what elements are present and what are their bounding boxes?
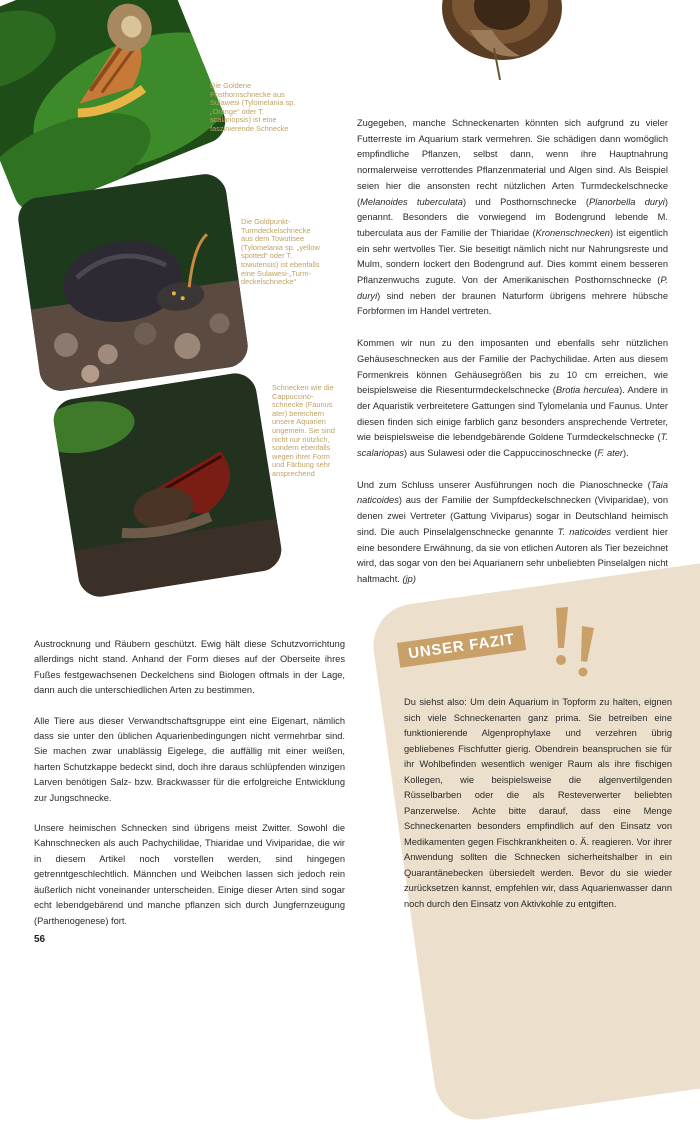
italic-term: P. duryi (357, 275, 668, 301)
page-number: 56 (34, 934, 46, 945)
fazit-body: Du siehst also: Um dein Aquarium in Topform zu halten, eignen sich viele Schneckenarten ganz prima. Sie betreiben eine funktionierende Algenprophylaxe und verzehren übrig gebliebenes Fischfutter gierig. Obendrein beanspruchen sie für ihr Wohlbefinden wesentlich weniger Raum als ihre fischigen Kollegen, wie beispielsweise die algenvertilgenden Rüsselbarben oder die als Resteverwerter beliebten Panzerwelse. Achte bitte darauf, dass eine Menge Schneckenarten besonders empfindlich auf den Einsatz von Medikamenten gegen Fischkrankheiten o. Ä. reagieren. Vor ihrer Anwendung sollten die Schnecken sicherheitshalber in ein Quarantänebecken übersiedelt werden. Bevor du sie wieder zurücksetzen kannst, empfehlen wir, dass Aquarienwasser dann noch durch den Einsatz von Aktivkohle zu entgiften. (404, 697, 672, 909)
exclamation-icon (548, 604, 608, 679)
italic-term: (jp) (402, 573, 416, 584)
italic-term: Kronenschnecken (535, 227, 610, 238)
italic-term: T. scalariopas (357, 432, 668, 459)
right-paragraph: Zugegeben, manche Schneckenarten könnten sich aufgrund zu vieler Futterreste im Aquarium stark vermehren. Sie schädigen dann womöglich empfindliche Pflanzen, selbst dann, wenn ihre Hauptnahrung normalerweise verrottendes Pflanzenmaterial und Algen sind. Als Beispiel seien hier die ansonsten recht nützlichen Arten Turmdeckelschnecke (Melanoides tuberculata) und Posthornschnecke (Planorbella duryi) genannt. Besonders die vorwiegend im Bodengrund lebende M. tuberculata aus der Familie der Thiaridae (Kronenschnecken) ist eigentlich ein sehr wertvolles Tier. Sie beseitigt nämlich nicht nur Nahrungsreste und Mulm, sondern lockert den Bodengrund auf. Dies kommt einem besseren Pflanzenwuchs zugute. Von der Amerikanischen Posthornschnecke (P. duryi) sind neben der braunen Naturform übrigens mehrere hübsche Forbformen im Handel vertreten. (357, 118, 668, 317)
article-left-column (34, 637, 345, 944)
italic-term: Planorbella duryi (588, 196, 665, 207)
italic-term: Brotia herculea (555, 385, 620, 396)
italic-term: Taia naticoides (357, 479, 668, 506)
article-right-column (357, 116, 668, 604)
italic-term: F. ater (597, 448, 623, 459)
fazit-title: UNSER FAZIT (397, 625, 526, 667)
caption-cappuccino-snail: Schnecken wie die Cappuccino-schnecke (Faunus ater) bereichern unsere Aquarien ungemein. Sie sind nicht nur nützlich, sondern ebenfalls wegen ihrer Form und Färbung sehr ansprechend (272, 383, 335, 478)
left-paragraph: Alle Tiere aus dieser Verwandtschaftsgruppe eint eine Eigenart, nämlich dass sie unter den üblichen Aquarienbedingungen nicht vermehrbar sind. Sie machen zwar unablässig Eigelege, die auffällig mit einer weißen, harten Schutzkappe bedeckt sind, doch ihre daraus schlüpfenden winzigen Larven benötigen Salz- bzw. Brackwasser für die erfolgreiche Entwicklung zur Jungschnecke. (34, 715, 345, 803)
left-paragraph: Unsere heimischen Schnecken sind übrigens meist Zwitter. Sowohl die Kahnschnecken als auch Pachychilidae, Thiaridae und Viviparidae, die wir in diesem Artikel noch vorstellen werden, sind hingegen getrenntgeschlechtlich. Männchen und Weibchen lassen sich jedoch rein äußerlich nicht voneinander unterscheiden. Einige dieser Arten sind sogar echt lebendgebärend und manche pflanzen sich durch Jungfernzeugung (Parthenogenese) fort. (34, 823, 345, 926)
caption-goldpunkt-snail: Die Goldpunkt-Turmdeckelschnecke aus dem Towutisee (Tylomelania sp. „yellow spotted“ oder T. towutensis) ist ebenfalls eine Sulawesi-„Turm-deckelschnecke“ (241, 217, 320, 287)
right-paragraph: Kommen wir nun zu den imposanten und ebenfalls sehr nützlichen Gehäuseschnecken aus der Familie der Pachychilidae. Arten aus diesem Formenkreis können Gehäusegrößen bis zu 10 cm erreichen, wie beispielsweise die Riesenturmdeckelschnecke (Brotia herculea). Andere in der Aquaristik verbreitetere Gattungen sind Tylomelania und Faunus. Unter diesen finden sich einige farblich ganz besonders ansprechende Vertreter, wie beispielsweise die lebendgebärende Goldene Turmdeckelschnecke (T. scalariopas) aus Sulawesi oder die Cappuccinoschnecke (F. ater). (357, 338, 668, 459)
caption-golden-snail: Die Goldene Posthornschnecke aus Sulawesi (Tylomelania sp. „Orange“ oder T. scalariopsis) ist eine faszinierende Schnecke (210, 81, 296, 133)
italic-term: T. naticoides (557, 526, 612, 537)
cappuccino-snail-photo (51, 370, 285, 600)
left-paragraph: Austrocknung und Räubern geschützt. Ewig hält diese Schutzvorrichtung allerdings nicht stand. Anhand der Form dieses auf der Oberseite ihres Fußes festgewachsenen Deckelchens sind Biologen oftmals in der Lage, dann auch die unterschiedlichen Arten zu bestimmen. (34, 639, 345, 696)
italic-term: Melanoides tuberculata (360, 196, 463, 207)
goldpunkt-snail-photo (15, 171, 250, 393)
top-snail-photo (430, 0, 565, 85)
right-paragraph: Und zum Schluss unserer Ausführungen noch die Pianoschnecke (Taia naticoides) aus der Familie der Sumpfdeckelschnecken (Viviparidae), von denen zwei Vertreter (Gattung Viviparus) sogar in Deutschland heimisch sind. Die auch Pinselalgenschnecke genannte T. naticoides verdient hier eine besondere Erwähnung, da sie von etlichen Autoren als Tier bezeichnet wird, das sogar von den bei Aquarianern sehr unbeliebten Pinselalgen nicht haltmacht. (jp) (357, 479, 668, 584)
